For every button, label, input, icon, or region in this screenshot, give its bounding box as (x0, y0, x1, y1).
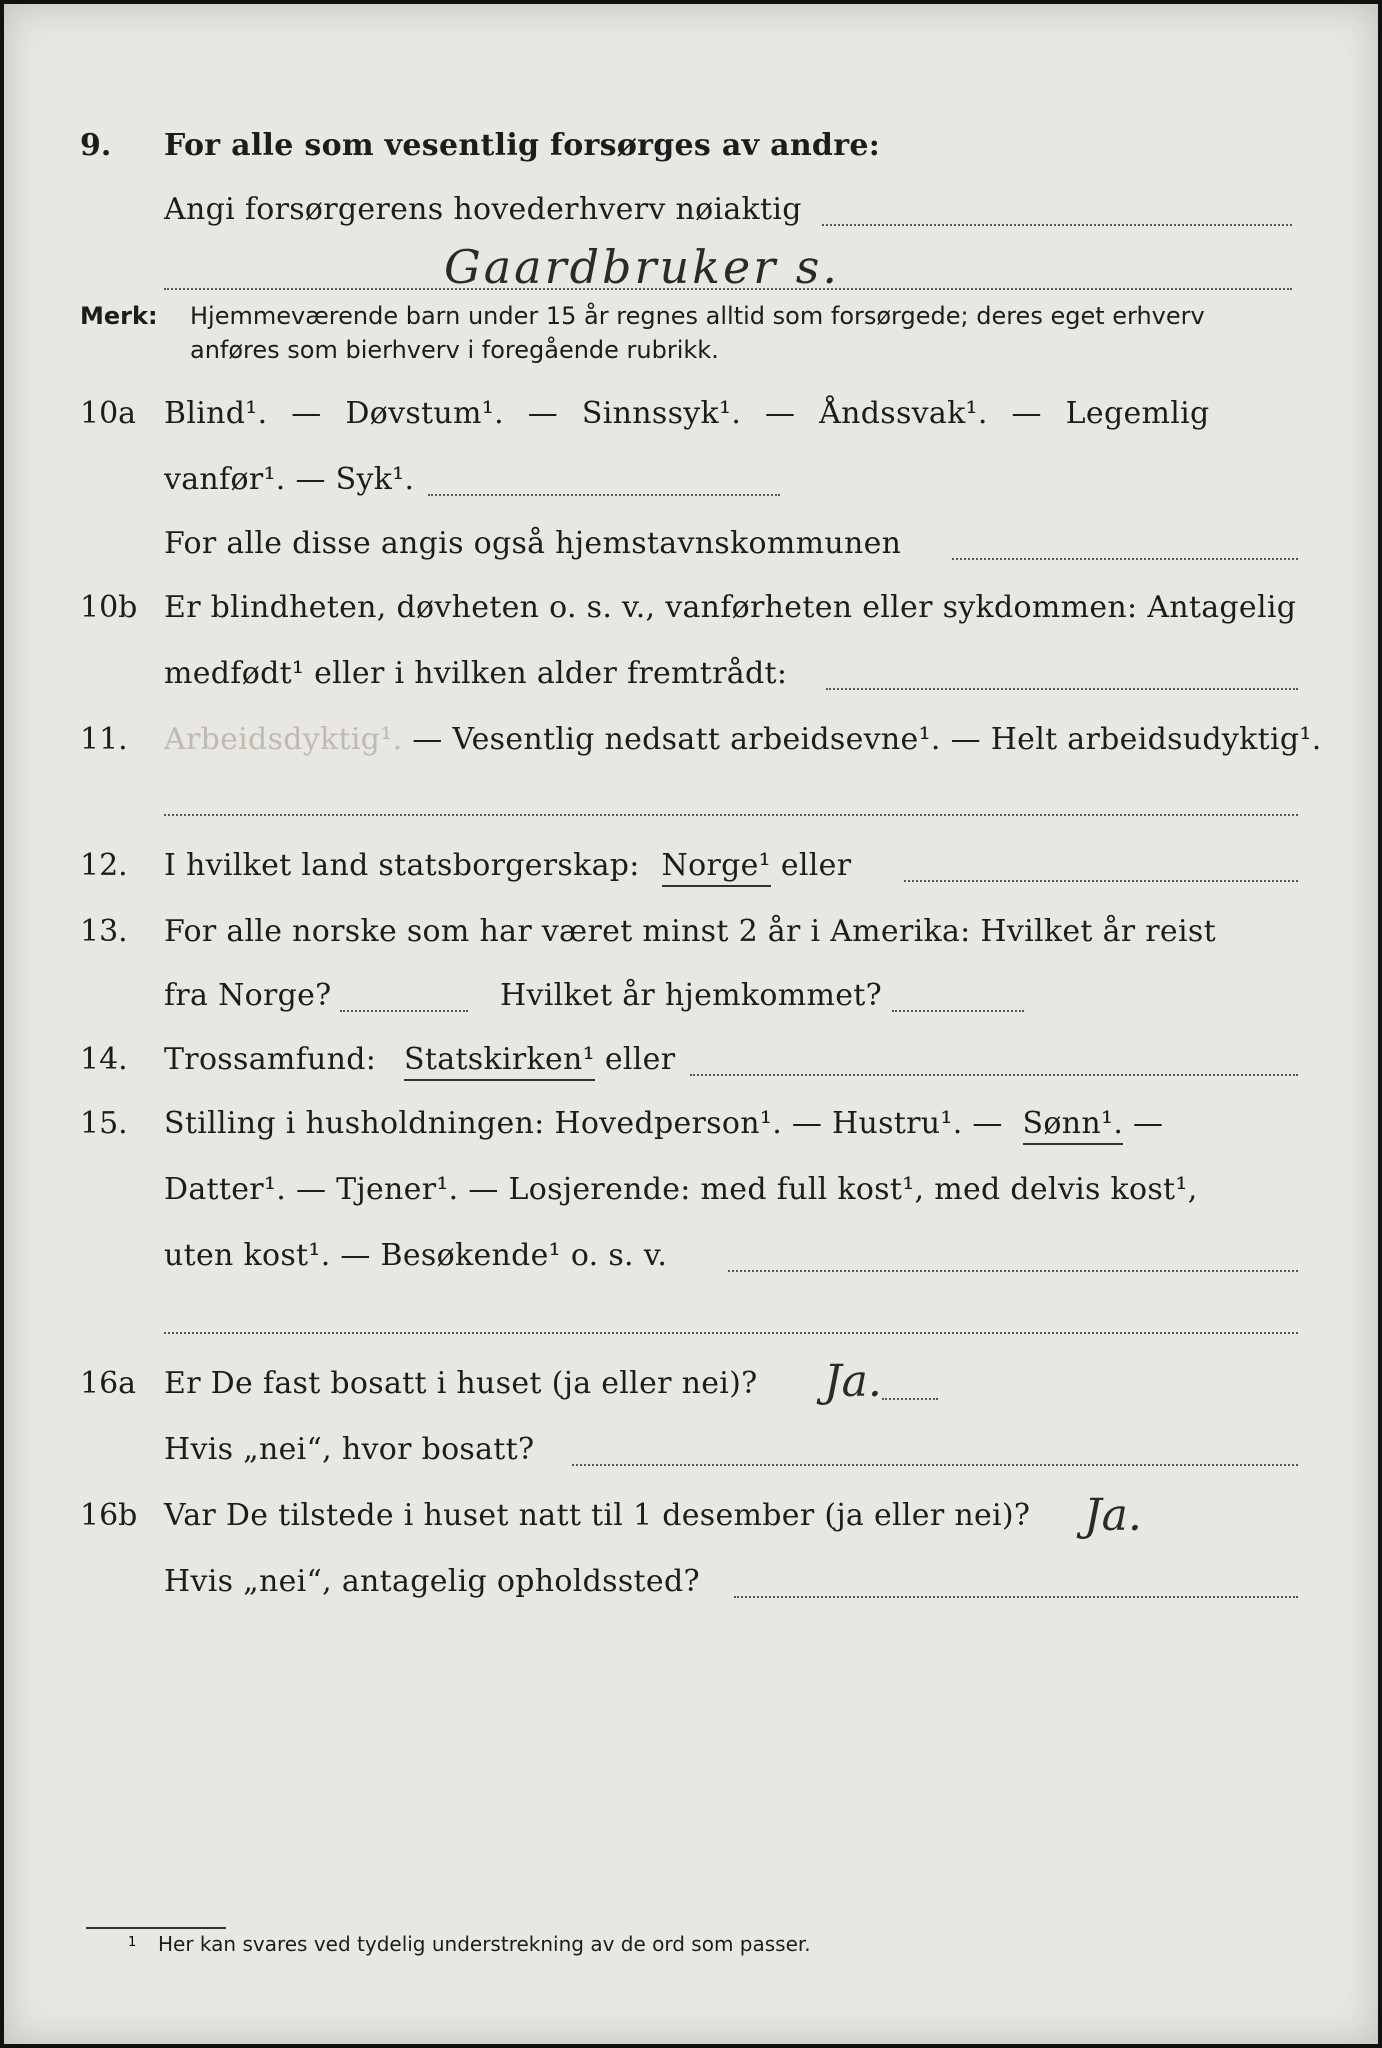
q10b-line-2: medfødt¹ eller i hvilken alder fremtrådt: (164, 656, 788, 691)
q12-question: I hvilket land statsborgerskap: (164, 848, 640, 883)
q15-line-1-a: Stilling i husholdningen: Hovedperson¹. — Hustru¹. — (164, 1106, 1003, 1141)
q14-label: Trossamfund: (164, 1042, 377, 1077)
q9-number: 9. (80, 128, 112, 163)
footnote-rule (86, 1927, 226, 1929)
q16a-row-1 (4, 1356, 1378, 1416)
q13-reist: fra Norge? (164, 978, 332, 1013)
q10a-line-1: Blind¹. — Døvstum¹. — Sinnssyk¹. — Åndssvak¹. — Legemlig (164, 396, 1210, 431)
q12-text (164, 848, 851, 883)
q10a-row-1 (4, 396, 1378, 446)
q11-faded-option: Arbeidsdyktig¹. (164, 722, 403, 757)
q16a-handwritten-answer: Ja. (824, 1356, 882, 1407)
merk-line-2: anføres som bierhverv i foregående rubrikk. (190, 336, 719, 364)
q14-eller: eller (604, 1042, 676, 1077)
q10a-number: 10a (80, 396, 137, 431)
q13-hjemkommet-line (892, 1010, 1024, 1012)
q10a-row-3 (4, 526, 1378, 576)
q10a-row-2 (4, 462, 1378, 512)
q9-answer-line-2 (164, 288, 1292, 290)
q16a-line-1: Er De fast bosatt i huset (ja eller nei)? (164, 1366, 758, 1401)
q16a-line-2: Hvis „nei“, hvor bosatt? (164, 1432, 535, 1467)
q10b-row-1 (4, 590, 1378, 640)
q11-text (164, 722, 1322, 757)
q9-title: For alle som vesentlig forsørges av andre: (164, 128, 881, 163)
q13-line-1: For alle norske som har været minst 2 år i Amerika: Hvilket år reist (164, 914, 1216, 949)
q16b-row-2 (4, 1564, 1378, 1614)
q10b-alder-line (826, 688, 1298, 690)
q16b-number: 16b (80, 1498, 138, 1533)
merk-label: Merk: (80, 302, 158, 330)
q14-row (4, 1042, 1378, 1092)
q15-text-1 (164, 1106, 1163, 1141)
q15-row-3 (4, 1238, 1378, 1288)
q15-answer-row (4, 1300, 1378, 1350)
q11-row (4, 722, 1378, 772)
q16b-row-1 (4, 1490, 1378, 1548)
q11-line-1: — Vesentlig nedsatt arbeidsevne¹. — Helt arbeidsudyktig¹. (412, 722, 1322, 757)
q16b-line-1: Var De tilstede i huset natt til 1 desember (ja eller nei)? (164, 1498, 1031, 1533)
merk-line-1: Hjemmeværende barn under 15 år regnes alltid som forsørgede; deres eget erhverv (190, 302, 1205, 330)
footnote-mark: 1 (128, 1935, 137, 1950)
q15-row-2 (4, 1172, 1378, 1222)
q16a-number: 16a (80, 1366, 137, 1401)
q10a-syk-line (428, 494, 780, 496)
q9-answer-row (4, 240, 1378, 310)
q11-number: 11. (80, 722, 128, 757)
q12-norge-underlined: Norge¹ (662, 848, 771, 887)
q10a-kommune-line (952, 558, 1298, 560)
q12-eller: eller (780, 848, 852, 883)
q16b-line-2: Hvis „nei“, antagelig opholdssted? (164, 1564, 700, 1599)
q14-text (164, 1042, 675, 1077)
q14-statskirken-underlined: Statskirken¹ (404, 1042, 595, 1081)
q16b-handwritten-answer: Ja. (1084, 1490, 1142, 1541)
q9-prompt-row (4, 192, 1378, 242)
q13-reist-line (340, 1010, 468, 1012)
q9-handwritten-answer: Gaardbruker s. (444, 240, 841, 294)
q10a-line-3: For alle disse angis også hjemstavnskommunen (164, 526, 902, 561)
q14-number: 14. (80, 1042, 128, 1077)
q11-answer-row (4, 782, 1378, 832)
q15-line-1-c: — (1133, 1106, 1164, 1141)
q9-prompt: Angi forsørgerens hovederhverv nøiaktig (164, 192, 802, 227)
q13-row-1 (4, 914, 1378, 964)
q9-answer-line (822, 224, 1292, 226)
q15-answer-line (164, 1332, 1298, 1334)
q15-line-3: uten kost¹. — Besøkende¹ o. s. v. (164, 1238, 668, 1273)
q16a-answer-line (882, 1398, 938, 1400)
q11-answer-line (164, 814, 1298, 816)
q12-row (4, 848, 1378, 898)
q13-row-2 (4, 978, 1378, 1028)
q15-line-2: Datter¹. — Tjener¹. — Losjerende: med full kost¹, med delvis kost¹, (164, 1172, 1198, 1207)
footnote-text: Her kan svares ved tydelig understrekning av de ord som passer. (158, 1932, 811, 1956)
merk-note (4, 302, 1378, 364)
q10b-row-2 (4, 656, 1378, 706)
q9-row (4, 128, 1378, 178)
q15-row-1 (4, 1106, 1378, 1156)
q15-sonn-underlined: Sønn¹. (1023, 1106, 1124, 1145)
q12-number: 12. (80, 848, 128, 883)
q13-hjemkommet: Hvilket år hjemkommet? (500, 978, 883, 1013)
q13-number: 13. (80, 914, 128, 949)
q15-number: 15. (80, 1106, 128, 1141)
q10a-line-2: vanfør¹. — Syk¹. (164, 462, 415, 497)
q16b-opholdssted-line (734, 1596, 1298, 1598)
q16a-bosatt-line (572, 1464, 1298, 1466)
q10b-number: 10b (80, 590, 138, 625)
q10b-line-1: Er blindheten, døvheten o. s. v., vanførheten eller sykdommen: Antagelig (164, 590, 1297, 625)
q12-eller-line (904, 880, 1298, 882)
q14-eller-line (690, 1074, 1298, 1076)
q16a-row-2 (4, 1432, 1378, 1482)
q15-osv-line (728, 1270, 1298, 1272)
census-form-page (4, 4, 1378, 2044)
